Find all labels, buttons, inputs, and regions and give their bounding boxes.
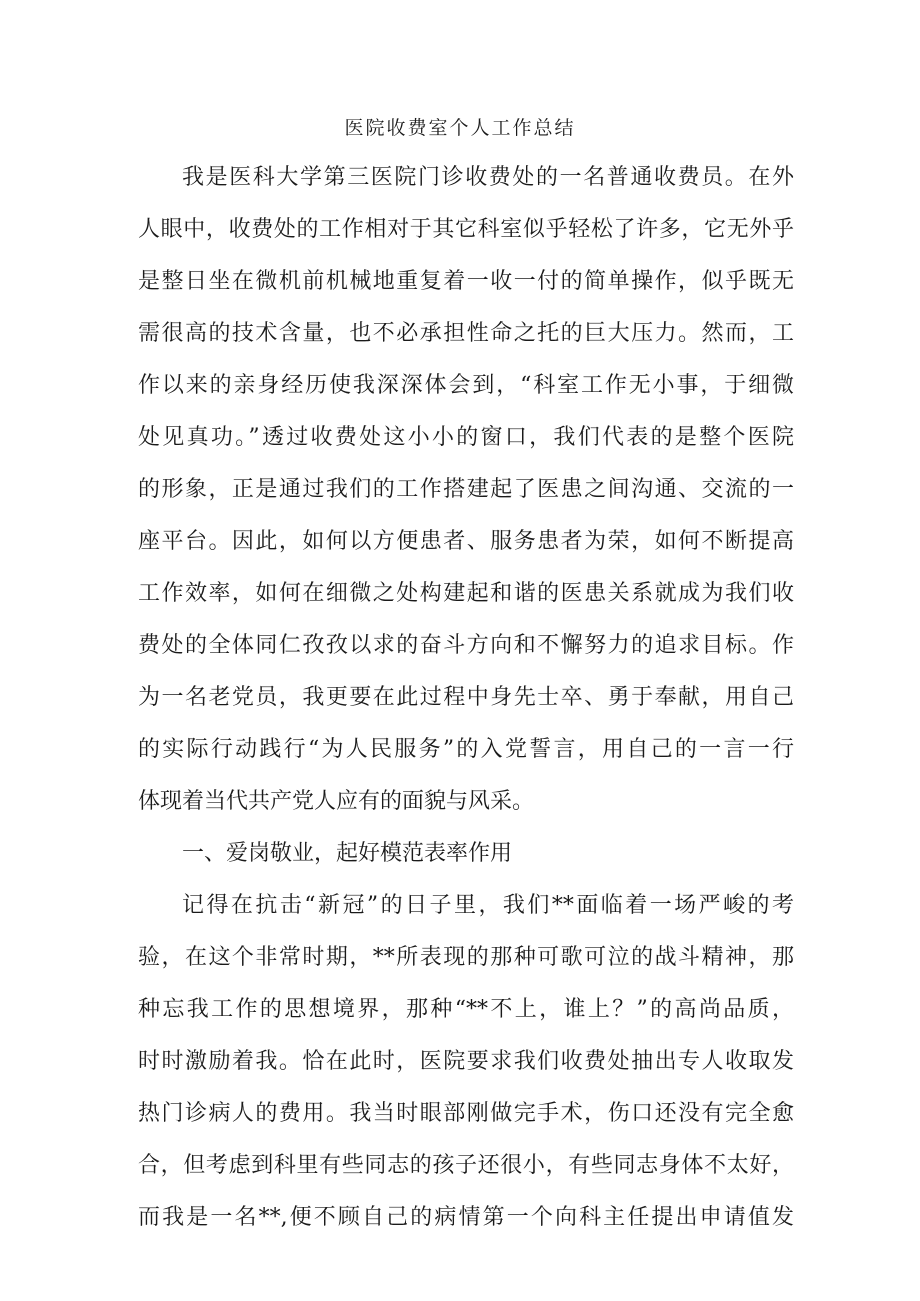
paragraph-1-line: 的实际行动践行“为人民服务”的入党誓言，用自己的一言一行 [138, 737, 794, 762]
paragraph-1-line: 体现着当代共产党人应有的面貌与风采。 [138, 789, 535, 814]
paragraph-2-line: 合，但考虑到科里有些同志的孩子还很小，有些同志身体不太好， [138, 1153, 794, 1178]
paragraph-1-line: 工作效率，如何在细微之处构建起和谐的医患关系就成为我们收 [138, 581, 794, 606]
paragraph-1-line: 我是医科大学第三医院门诊收费处的一名普通收费员。在外 [182, 165, 794, 190]
paragraph-2-line: 记得在抗击“新冠”的日子里，我们**面临着一场严峻的考 [182, 893, 794, 918]
paragraph-1-line: 处见真功。”透过收费处这小小的窗口，我们代表的是整个医院 [138, 425, 794, 450]
paragraph-1-line: 需很高的技术含量，也不必承担性命之托的巨大压力。然而，工 [138, 321, 794, 346]
paragraph-1-line: 为一名老党员，我更要在此过程中身先士卒、勇于奉献，用自己 [138, 685, 794, 710]
paragraph-1-line: 的形象，正是通过我们的工作搭建起了医患之间沟通、交流的一 [138, 477, 794, 502]
paragraph-2-line: 种忘我工作的思想境界，那种“**不上，谁上？”的高尚品质， [138, 997, 794, 1022]
document-title: 医院收费室个人工作总结 [344, 117, 576, 139]
paragraph-1-line: 人眼中，收费处的工作相对于其它科室似乎轻松了许多，它无外乎 [138, 217, 794, 242]
section-heading-1: 一、爱岗敬业，起好模范表率作用 [182, 841, 513, 866]
paragraph-2-line: 热门诊病人的费用。我当时眼部刚做完手术，伤口还没有完全愈 [138, 1101, 794, 1126]
paragraph-1-line: 座平台。因此，如何以方便患者、服务患者为荣，如何不断提高 [138, 529, 794, 554]
paragraph-2-line: 时时激励着我。恰在此时，医院要求我们收费处抽出专人收取发 [138, 1049, 794, 1074]
paragraph-2-line: 而我是一名**,便不顾自己的病情第一个向科主任提出申请值发 [138, 1205, 794, 1230]
paragraph-2-line: 验，在这个非常时期，**所表现的那种可歌可泣的战斗精神，那 [138, 945, 794, 970]
paragraph-1-line: 作以来的亲身经历使我深深体会到，“科室工作无小事，于细微 [138, 373, 794, 398]
paragraph-1-line: 费处的全体同仁孜孜以求的奋斗方向和不懈努力的追求目标。作 [138, 633, 794, 658]
paragraph-1-line: 是整日坐在微机前机械地重复着一收一付的简单操作，似乎既无 [138, 269, 794, 294]
